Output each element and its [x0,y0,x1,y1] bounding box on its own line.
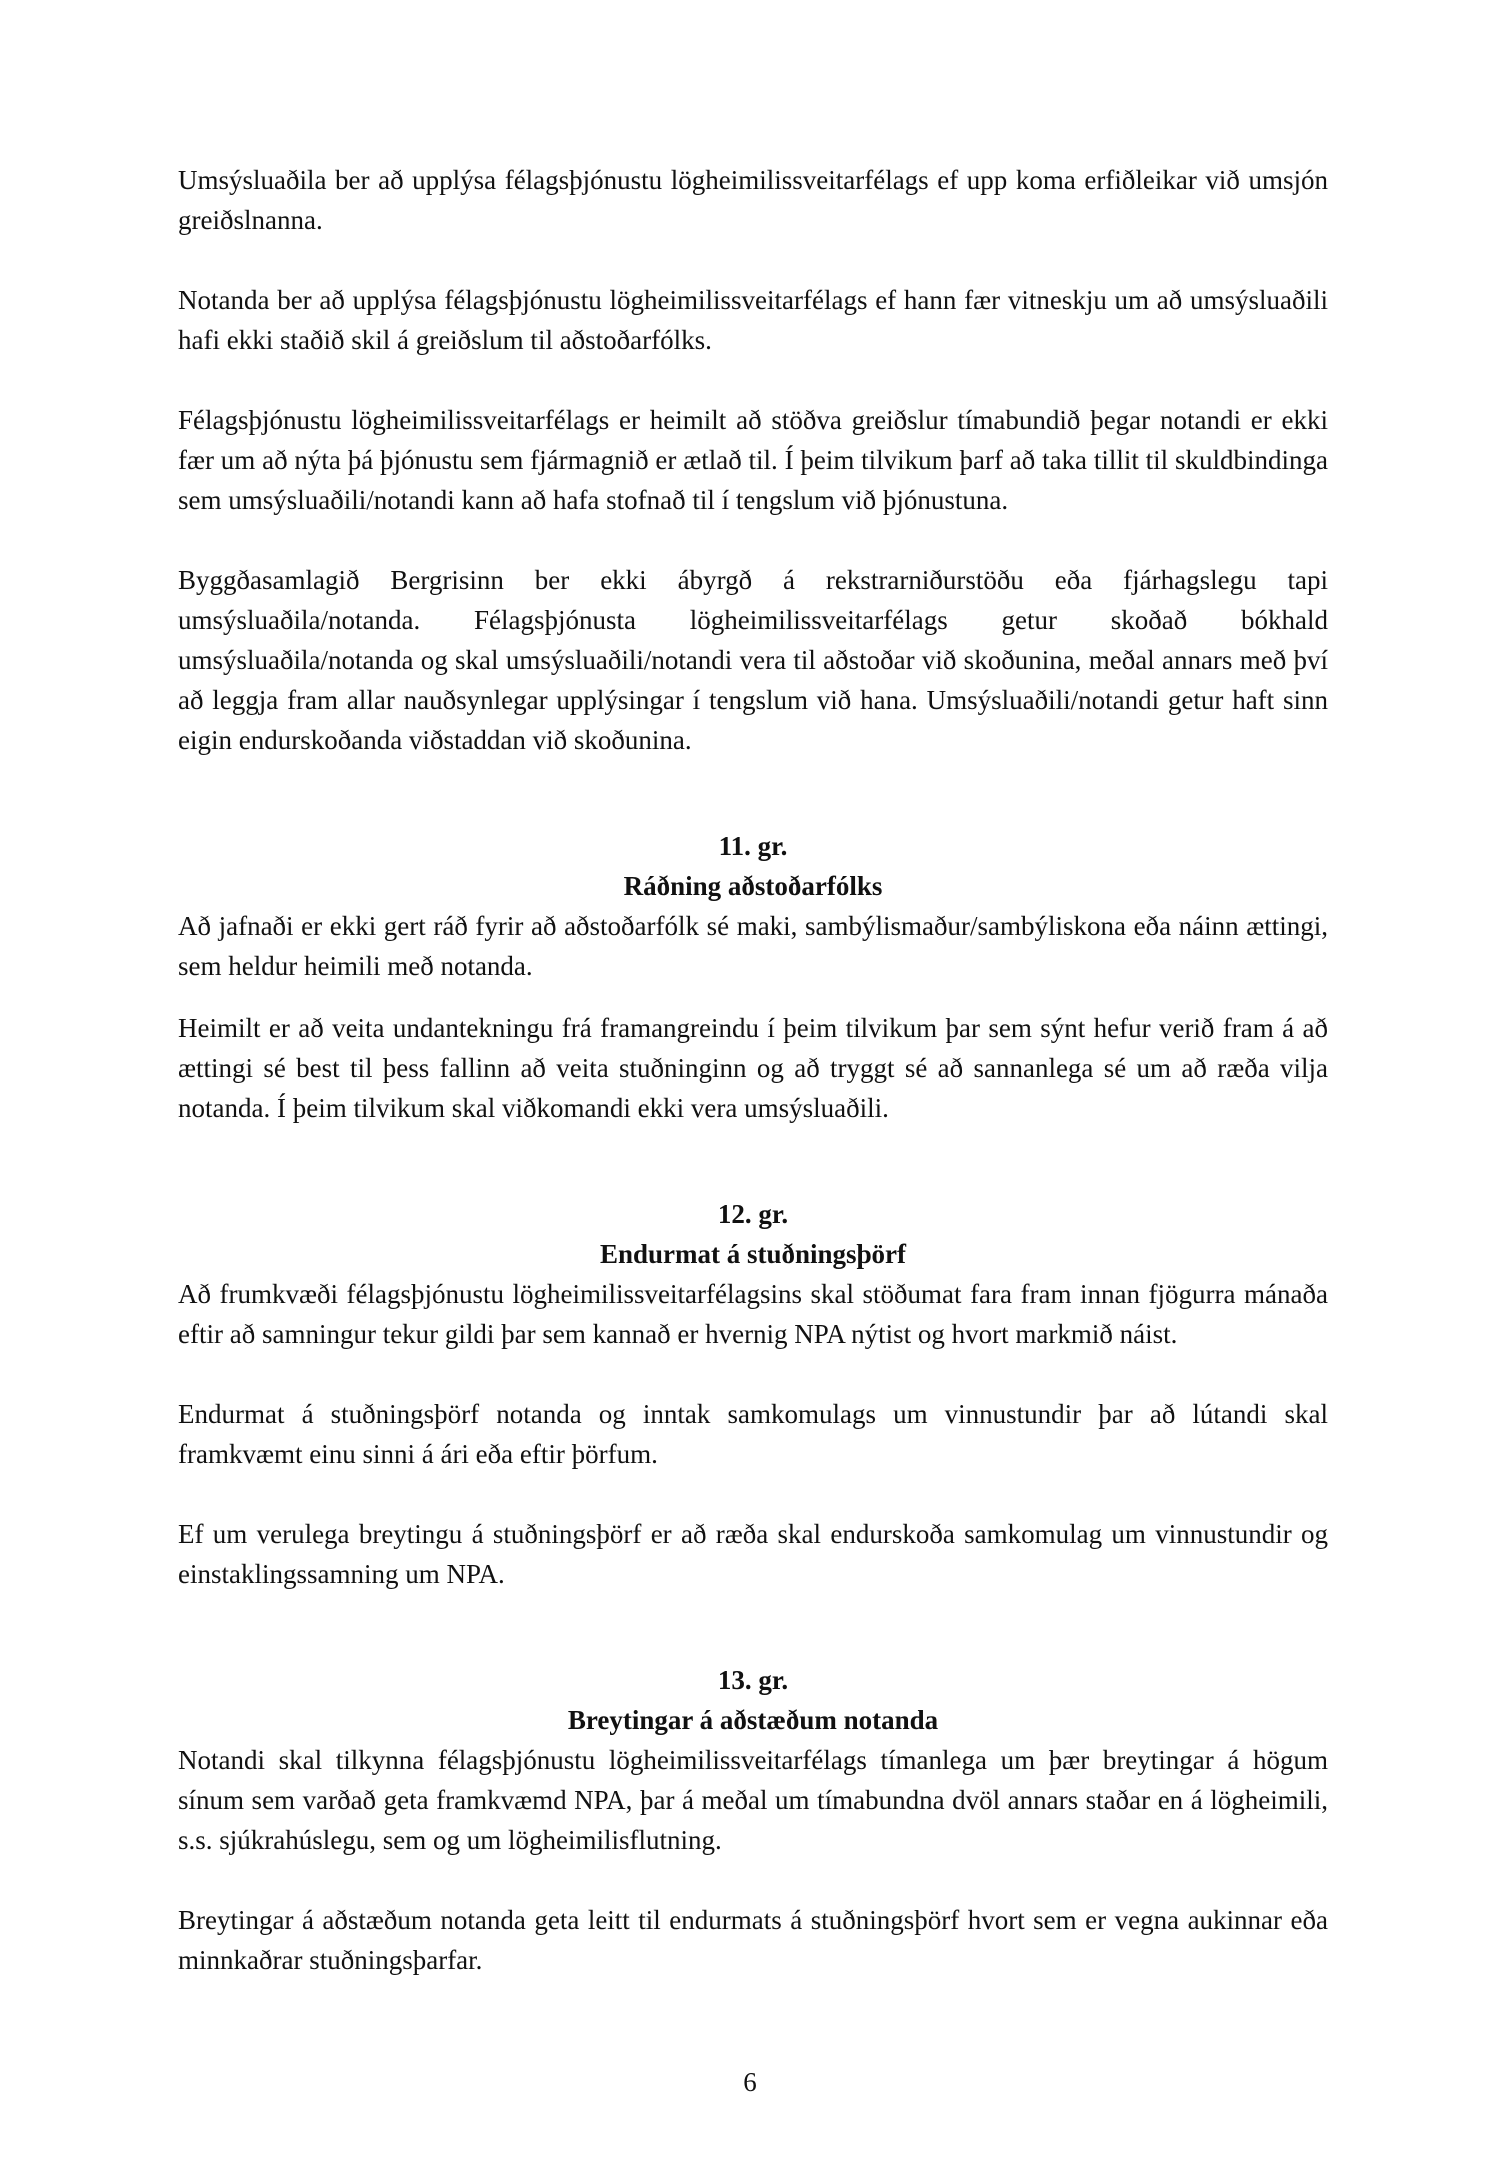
section-number: 13. gr. [717,1665,789,1695]
section-title: Ráðning aðstoðarfólks [623,871,883,901]
section-11 [178,826,1328,1128]
section-paragraph: Að frumkvæði félagsþjónustu lögheimilissveitarfélagsins skal stöðumat fara fram innan fjögurra mánaða eftir að samningur tekur gildi þar sem kannað er hvernig NPA nýtist og hvort markmið náist. [178,1279,1328,1349]
section-paragraph: Endurmat á stuðningsþörf notanda og inntak samkomulags um vinnustundir þar að lútandi skal framkvæmt einu sinni á ári eða eftir þörfum. [178,1399,1328,1469]
section-paragraph: Að jafnaði er ekki gert ráð fyrir að aðstoðarfólk sé maki, sambýlismaður/sambýliskona eða náinn ættingi, sem heldur heimili með notanda. [178,911,1328,981]
page-number: 6 [743,2067,757,2097]
section-paragraph: Notandi skal tilkynna félagsþjónustu lögheimilissveitarfélags tímanlega um þær breytingar á högum sínum sem varðað geta framkvæmd NPA, þar á meðal um tímabundna dvöl annars staðar en á lögheimili, s.s. sjúkrahúslegu, sem og um lögheimilisflutning. [178,1745,1328,1855]
paragraph-intro-3: Félagsþjónustu lögheimilissveitarfélags er heimilt að stöðva greiðslur tímabundið þegar notandi er ekki fær um að nýta þá þjónustu sem fjármagnið er ætlað til. Í þeim tilvikum þarf að taka tillit til skuldbindinga sem umsýsluaðili/notandi kann að hafa stofnað til í tengslum við þjónustuna. [178,405,1328,515]
section-paragraph: Ef um verulega breytingu á stuðningsþörf er að ræða skal endurskoða samkomulag um vinnustundir og einstaklingssamning um NPA. [178,1519,1328,1589]
section-number: 11. gr. [718,831,788,861]
section-paragraph: Heimilt er að veita undantekningu frá framangreindu í þeim tilvikum þar sem sýnt hefur verið fram á að ættingi sé best til þess fallinn að veita stuðninginn og að tryggt sé að sannanlega sé um að ræða vilja notanda. Í þeim tilvikum skal viðkomandi ekki vera umsýsluaðili. [178,1013,1328,1123]
section-title: Breytingar á aðstæðum notanda [567,1705,939,1735]
section-number: 12. gr. [717,1199,789,1229]
document-page [178,160,1328,1980]
section-title: Endurmat á stuðningsþörf [599,1239,907,1269]
paragraph-intro-1: Umsýsluaðila ber að upplýsa félagsþjónustu lögheimilissveitarfélags ef upp koma erfiðleikar við umsjón greiðslnanna. [178,165,1328,235]
section-paragraph: Breytingar á aðstæðum notanda geta leitt til endurmats á stuðningsþörf hvort sem er vegna aukinnar eða minnkaðrar stuðningsþarfar. [178,1905,1328,1975]
section-12 [178,1194,1328,1594]
paragraph-intro-4: Byggðasamlagið Bergrisinn ber ekki ábyrgð á rekstrarniðurstöðu eða fjárhagslegu tapi umsýsluaðila/notanda. Félagsþjónusta lögheimilissveitarfélags getur skoðað bókhald umsýsluaðila/notanda og skal umsýsluaðili/notandi vera til aðstoðar við skoðunina, meðal annars með því að leggja fram allar nauðsynlegar upplýsingar í tengslum við hana. Umsýsluaðili/notandi getur haft sinn eigin endurskoðanda viðstaddan við skoðunina. [178,565,1328,755]
paragraph-intro-2: Notanda ber að upplýsa félagsþjónustu lögheimilissveitarfélags ef hann fær vitneskju um að umsýsluaðili hafi ekki staðið skil á greiðslum til aðstoðarfólks. [178,285,1328,355]
section-13 [178,1660,1328,1980]
